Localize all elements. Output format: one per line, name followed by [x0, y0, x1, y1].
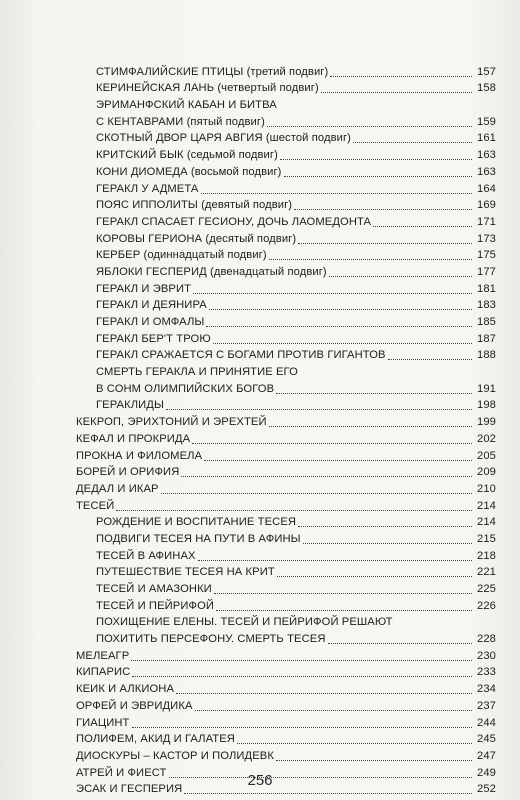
toc-entry-heading: КОНИ ДИОМЕДА	[96, 165, 188, 178]
toc-entry-title	[96, 147, 278, 163]
toc-page-number: 161	[477, 132, 496, 145]
dot-leader	[161, 492, 472, 494]
toc-entry-heading: ПОДВИГИ ТЕСЕЯ НА ПУТИ В АФИНЫ	[96, 532, 301, 545]
toc-entry	[76, 197, 496, 214]
toc-entry-heading: КЕФАЛ И ПРОКРИДА	[76, 432, 191, 445]
toc-entry-heading: КЕРИНЕЙСКАЯ ЛАНЬ	[96, 82, 215, 95]
toc-entry-title	[76, 748, 274, 764]
toc-page-number: 233	[477, 666, 496, 679]
toc-entry-heading: ЭРИМАНФСКИЙ КАБАН И БИТВА	[96, 99, 277, 112]
dot-leader	[303, 542, 472, 544]
toc-entry-title	[76, 698, 193, 714]
toc-entry-title	[96, 130, 351, 146]
toc-entry-heading: ТЕСЕЙ И АМАЗОНКИ	[96, 583, 212, 595]
toc-entry	[76, 63, 496, 80]
toc-entry-heading: ДЕДАЛ И ИКАР	[76, 482, 159, 495]
dot-leader	[213, 342, 472, 344]
toc-entry-note: (четвертый подвиг)	[214, 82, 319, 95]
toc-page-number: 237	[477, 699, 496, 712]
toc-page-number: 230	[477, 649, 496, 662]
toc-entry	[76, 614, 496, 631]
toc-entry-heading: БОРЕЙ И ОРИФИЯ	[76, 466, 180, 479]
toc-entry-note: (девятый подвиг)	[197, 199, 293, 212]
toc-page-number: 188	[477, 349, 496, 362]
dot-leader	[276, 759, 472, 761]
toc-entry	[76, 213, 496, 230]
toc-entry-title	[76, 414, 267, 430]
toc-page-number: 158	[477, 82, 496, 95]
toc-entry	[76, 530, 496, 547]
toc-entry-note: (одиннадцатый подвиг)	[140, 249, 267, 262]
toc-entry-note: (двенадцатый подвиг)	[206, 265, 327, 278]
dot-leader	[201, 192, 473, 194]
dot-leader	[321, 91, 472, 93]
toc-entry-heading: ГЕРАКЛ И ЭВРИТ	[96, 282, 192, 295]
toc-entry-heading: СТИМФАЛИЙСКИЕ ПТИЦЫ	[96, 65, 244, 78]
dot-leader	[298, 525, 472, 527]
toc-entry-title	[96, 331, 211, 347]
toc-entry-heading: КРИТСКИЙ БЫК	[96, 149, 184, 162]
toc-entry-heading: ГЕРАКЛ БЕР'Т ТРОЮ	[96, 332, 211, 345]
dot-leader	[294, 208, 472, 210]
toc-entry-title	[76, 715, 130, 731]
toc-page-number: 169	[477, 199, 496, 212]
toc-entry-heading: ДИОСКУРЫ – КАСТОР И ПОЛИДЕВК	[76, 749, 274, 762]
toc-entry	[76, 280, 496, 297]
toc-entry-title	[76, 498, 114, 514]
toc-entry	[76, 430, 496, 447]
dot-leader	[328, 642, 473, 644]
dot-leader	[267, 125, 472, 127]
toc-entry	[76, 747, 496, 764]
toc-page-number: 252	[477, 783, 496, 796]
toc-entry	[76, 480, 496, 497]
toc-entry-title	[96, 80, 319, 96]
toc-entry-heading: ПУТЕШЕСТВИЕ ТЕСЕЯ НА КРИТ	[96, 566, 275, 579]
toc-entry-heading: ГЕРАКЛ И ОМФАЛЫ	[96, 316, 205, 328]
toc-entry-heading: ПОЯС ИППОЛИТЫ	[96, 199, 198, 212]
toc-entry	[76, 163, 496, 180]
toc-entry-title	[76, 648, 129, 664]
toc-page-number: 205	[477, 449, 496, 462]
toc-entry-note: (десятый подвиг)	[202, 232, 297, 245]
toc-entry	[76, 230, 496, 247]
toc-entry	[76, 80, 496, 97]
toc-entry-heading: СМЕРТЬ ГЕРАКЛА И ПРИНЯТИЕ ЕГО	[96, 366, 298, 379]
toc-entry-title	[96, 297, 207, 313]
dot-leader	[284, 175, 473, 177]
page-number: 256	[247, 772, 273, 789]
toc-entry	[76, 630, 496, 647]
toc-entry	[76, 680, 496, 697]
toc-page-number: 199	[477, 416, 496, 429]
toc-entry-title	[96, 397, 164, 413]
toc-entry-title	[96, 581, 212, 597]
dot-leader	[373, 225, 472, 227]
toc-page-number: 163	[477, 165, 496, 178]
toc-page-number: 177	[477, 265, 496, 278]
toc-entry-heading: КОРОВЫ ГЕРИОНА	[96, 232, 203, 245]
toc-entry	[76, 363, 496, 380]
toc-entry-title	[96, 181, 199, 197]
toc-entry-heading: ГЕРАКЛ И ДЕЯНИРА	[96, 299, 207, 312]
toc-entry	[76, 514, 496, 531]
toc-page-number: 159	[477, 115, 496, 128]
toc-entry	[76, 380, 496, 397]
toc-page-number: 228	[477, 633, 496, 646]
toc-entry-heading: КЕРБЕР	[96, 249, 141, 262]
toc-entry-heading: ТЕСЕЙ И ПЕЙРИФОЙ	[96, 599, 215, 612]
dot-leader	[193, 292, 472, 294]
toc-entry	[76, 313, 496, 330]
toc-entry-title	[76, 431, 190, 447]
dot-leader	[166, 408, 472, 410]
toc-entry	[76, 96, 496, 113]
toc-page-number: 249	[477, 766, 496, 779]
toc-page-number: 247	[477, 749, 496, 762]
toc-entry-title	[96, 631, 326, 647]
toc-entry-heading: ГЕРАКЛИДЫ	[96, 399, 164, 412]
dot-leader	[330, 75, 472, 77]
toc-page-number: 221	[477, 566, 496, 579]
toc-entry-heading: ТЕСЕЙ В АФИНАХ	[96, 549, 196, 562]
toc-page-number: 187	[477, 332, 496, 345]
toc-entry-title	[96, 64, 328, 80]
toc-entry-heading: КЕКРОП, ЭРИХТОНИЙ И ЭРЕХТЕЙ	[76, 416, 267, 429]
toc-page-number: 173	[477, 232, 496, 245]
dot-leader	[192, 442, 472, 444]
dot-leader	[269, 258, 472, 260]
toc-page-number: 175	[477, 249, 496, 262]
toc-entry-title	[76, 664, 130, 680]
toc-entry-title	[96, 514, 296, 530]
toc-entry	[76, 547, 496, 564]
toc-page-number: 185	[477, 316, 496, 328]
toc-entry	[76, 130, 496, 147]
dot-leader	[116, 509, 472, 511]
toc-page-number: 214	[477, 499, 496, 512]
toc-entry	[76, 247, 496, 264]
toc-entry-heading: АТРЕЙ И ФИЕСТ	[76, 766, 167, 779]
toc-entry-title	[96, 314, 204, 330]
dot-leader	[195, 709, 472, 711]
toc-entry-title	[96, 214, 371, 230]
toc-entry-note: (восьмой подвиг)	[187, 165, 282, 178]
toc-entry-title	[96, 548, 196, 564]
toc-entry-title	[96, 264, 327, 280]
toc-entry-title	[76, 681, 174, 697]
dot-leader	[388, 358, 472, 360]
toc-page-number: 234	[477, 683, 496, 696]
dot-leader	[209, 308, 472, 310]
dot-leader	[329, 275, 472, 277]
toc-entry-title	[96, 364, 298, 380]
toc-entry	[76, 180, 496, 197]
toc-entry-heading: РОЖДЕНИЕ И ВОСПИТАНИЕ ТЕСЕЯ	[96, 516, 297, 529]
toc-entry	[76, 347, 496, 364]
toc-entry-heading: КИПАРИС	[76, 666, 131, 679]
toc-entry	[76, 564, 496, 581]
toc-page-number: 225	[477, 583, 496, 595]
toc-entry-title	[96, 97, 277, 113]
toc-entry	[76, 714, 496, 731]
dot-leader	[181, 475, 472, 477]
dot-leader	[131, 659, 472, 661]
toc-page-number: 226	[477, 599, 496, 612]
toc-entry-heading: СКОТНЫЙ ДВОР ЦАРЯ АВГИЯ	[96, 132, 263, 145]
toc-entry	[76, 731, 496, 748]
toc-entry	[76, 497, 496, 514]
toc-entry-title	[96, 247, 267, 263]
toc-entry-note: (третий подвиг)	[243, 65, 329, 78]
toc-entry-title	[96, 564, 275, 580]
toc-entry-heading: ОРФЕЙ И ЭВРИДИКА	[76, 699, 193, 712]
toc-entry-title	[96, 614, 393, 630]
toc-page-number: 245	[477, 733, 496, 746]
dot-leader	[206, 325, 472, 327]
dot-leader	[198, 559, 472, 561]
toc-page-number: 191	[477, 382, 496, 395]
toc-entry-heading: ЭСАК И ГЕСПЕРИЯ	[76, 783, 183, 796]
toc-entry-title	[96, 381, 274, 397]
toc-page-number: 198	[477, 399, 496, 412]
toc-entry	[76, 263, 496, 280]
toc-entry	[76, 447, 496, 464]
toc-entry-heading: ГЕРАКЛ СРАЖАЕТСЯ С БОГАМИ ПРОТИВ ГИГАНТОВ	[96, 349, 386, 362]
dot-leader	[214, 592, 472, 594]
toc-entry	[76, 397, 496, 414]
toc-page-number: 164	[477, 182, 496, 195]
toc-entry-heading: ГИАЦИНТ	[76, 716, 130, 729]
toc-page-number: 214	[477, 516, 496, 529]
toc-entry	[76, 413, 496, 430]
toc-entry-heading: КЕИК И АЛКИОНА	[76, 683, 175, 696]
toc-entry-heading: ПОХИЩЕНИЕ ЕЛЕНЫ. ТЕСЕЙ И ПЕЙРИФОЙ РЕШАЮТ	[96, 616, 393, 629]
dot-leader	[132, 726, 473, 728]
toc-entry-note: (пятый подвиг)	[183, 115, 265, 128]
toc-entry-title	[96, 231, 296, 247]
toc-entry-heading: ЯБЛОКИ ГЕСПЕРИД	[96, 265, 207, 278]
toc-page-number: 202	[477, 432, 496, 445]
toc-page-number: 183	[477, 299, 496, 312]
dot-leader	[353, 141, 472, 143]
toc-entry	[76, 664, 496, 681]
table-of-contents	[76, 63, 496, 797]
toc-entry	[76, 464, 496, 481]
toc-entry	[76, 580, 496, 597]
dot-leader	[132, 675, 472, 677]
toc-entry-note: (шестой подвиг)	[262, 132, 351, 145]
dot-leader	[280, 158, 472, 160]
toc-page-number: 210	[477, 482, 496, 495]
dot-leader	[269, 425, 472, 427]
toc-entry-heading: ТЕСЕЙ	[76, 499, 115, 512]
toc-page-number: 181	[477, 282, 496, 295]
dot-leader	[237, 742, 472, 744]
toc-page-number: 244	[477, 716, 496, 729]
toc-page-number: 157	[477, 65, 496, 78]
dot-leader	[277, 575, 472, 577]
toc-entry-heading: В СОНМ ОЛИМПИЙСКИХ БОГОВ	[96, 382, 275, 395]
dot-leader	[276, 392, 472, 394]
toc-page-number: 215	[477, 532, 496, 545]
toc-page-number: 218	[477, 549, 496, 562]
toc-entry-title	[96, 114, 265, 130]
toc-entry-heading: ГЕРАКЛ СПАСАЕТ ГЕСИОНУ, ДОЧЬ ЛАОМЕДОНТА	[96, 215, 372, 228]
toc-entry-note: (седьмой подвиг)	[183, 149, 278, 162]
toc-entry-title	[76, 481, 159, 497]
toc-entry-title	[76, 464, 179, 480]
toc-entry-title	[96, 531, 301, 547]
toc-entry-title	[96, 197, 292, 213]
toc-entry-heading: ПОХИТИТЬ ПЕРСЕФОНУ. СМЕРТЬ ТЕСЕЯ	[96, 633, 326, 646]
dot-leader	[298, 242, 472, 244]
toc-entry-heading: ГЕРАКЛ У АДМЕТА	[96, 182, 199, 195]
dot-leader	[176, 692, 472, 694]
toc-entry	[76, 146, 496, 163]
toc-entry-heading: МЕЛЕАГР	[76, 649, 130, 662]
toc-entry-title	[76, 448, 202, 464]
toc-entry	[76, 113, 496, 130]
dot-leader	[216, 609, 472, 611]
toc-entry-heading: С КЕНТАВРАМИ	[96, 115, 184, 128]
toc-entry-title	[96, 164, 282, 180]
toc-entry-heading: ПРОКНА И ФИЛОМЕЛА	[76, 449, 203, 462]
toc-entry	[76, 647, 496, 664]
toc-page-number: 163	[477, 149, 496, 162]
toc-entry	[76, 297, 496, 314]
toc-entry	[76, 330, 496, 347]
toc-entry	[76, 597, 496, 614]
dot-leader	[184, 792, 472, 794]
toc-entry-title	[76, 731, 235, 747]
toc-page-number: 171	[477, 215, 496, 228]
toc-entry-title	[96, 281, 191, 297]
toc-page-number: 209	[477, 466, 496, 479]
toc-entry-title	[96, 598, 214, 614]
toc-entry	[76, 697, 496, 714]
dot-leader	[204, 459, 472, 461]
toc-entry-heading: ПОЛИФЕМ, АКИД И ГАЛАТЕЯ	[76, 733, 235, 746]
toc-entry-title	[96, 347, 386, 363]
